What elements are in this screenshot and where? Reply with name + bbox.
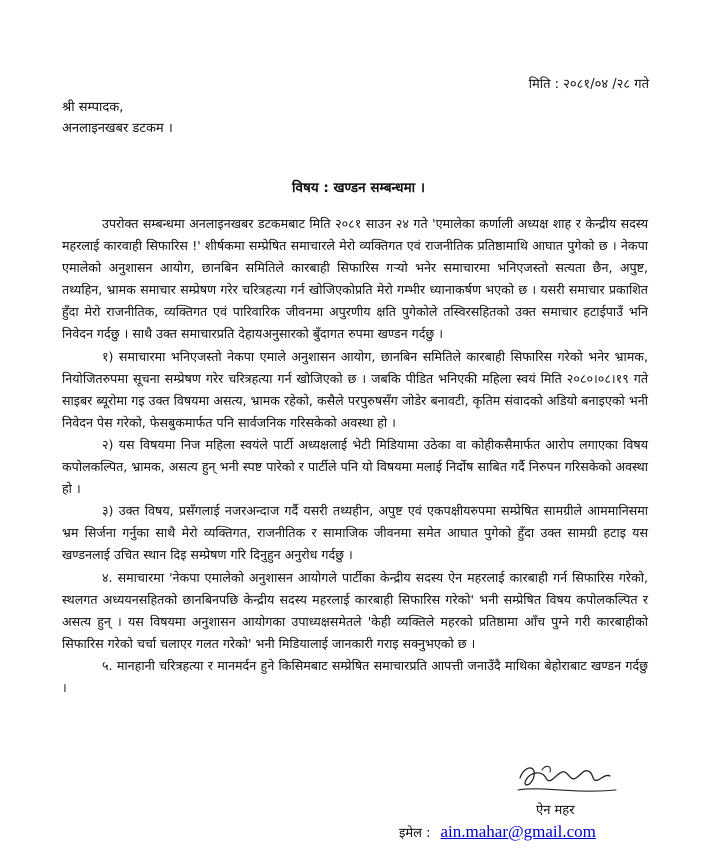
- point-paragraph-4: ४. समाचारमा 'नेकपा एमालेको अनुशासन आयोगले पार्टीका केन्द्रीय सदस्य ऐन महरलाई कारबाही गर्न सिफारिस गरेको, स्थलगत अध्ययनसहितको छानबिनपछि केन्द्रीय सदस्य महरलाई कारबाही सिफारिस गरेको' भनी सम्प्रेषित विषय कपोलकल्पित र असत्य हुन् । यस विषयमा अनुशासन आयोगका उपाध्यक्षसमेतले 'केही व्यक्तिले महरको प्रतिष्ठामा आँच पुग्ने गरी कारबाहीको सिफारिस गरेको चर्चा चलाएर गलत गरेको' भनी मिडियालाई जानकारी गराइ सक्नुभएको छ ।: [62, 569, 648, 651]
- email-link[interactable]: ain.mahar@gmail.com: [440, 822, 596, 841]
- point-paragraph-3: ३) उक्त विषय, प्रसँगलाई नजरअन्दाज गर्दै यसरी तथ्यहीन, अपुष्ट एवं एकपक्षीयरुपमा सम्प्रेषित सामग्रीले आममानिसमा भ्रम सिर्जना गर्नुका साथै मेरो व्यक्तिगत, राजनीतिक र सामाजिक जीवनमा समेत आघात पुगेको हुँदा उक्त सामग्री हटाइ यस खण्डनलाई उचित स्थान दिइ सम्प्रेषण गरि दिनुहुन अनुरोध गर्दछु ।: [62, 503, 648, 563]
- letter-body: [62, 213, 648, 699]
- point-paragraph-5: ५. मानहानी चरित्रहत्या र मानमर्दन हुने किसिमबाट सम्प्रेषित समाचारप्रति आपत्ती जनाउँदै माथिका बेहोराबाट खण्डन गर्दछु ।: [62, 657, 648, 695]
- point-paragraph-2: २) यस विषयमा निज महिला स्वयंले पार्टी अध्यक्षलाई भेटी मिडियामा उठेका वा कोहीकसैमार्फत आरोप लगाएका विषय कपोलकल्पित, भ्रामक, असत्य हुन् भनी स्पष्ट पारेको र पार्टीले पनि यो विषयमा मलाई निर्दोष साबित गर्दै निरुपन गरिसकेको अवस्था हो ।: [62, 436, 648, 497]
- point-paragraph-1: १) समाचारमा भनिएजस्तो नेकपा एमाले अनुशासन आयोग, छानबिन समितिले कारबाही सिफारिस गरेको भनेर भ्रामक, नियोजितरुपमा सूचना सम्प्रेषण गरेर चरित्रहत्या गर्न खोजिएको छ । जबकि पीडित भनिएकी महिला स्वयं मिति २०८०।०८।१९ गते साइबर ब्यूरोमा गइ उक्त विषयमा असत्य, भ्रामक रहेको, कसैले परपुरुषसँग जोडेर बनावटी, कृतिम संवादको अडियो बनाइएको भनी निवेदन पेस गरेको, फेसबुकमार्फत पनि सार्वजनिक गरिसकेको अवस्था हो ।: [62, 348, 648, 430]
- handwritten-signature: [512, 760, 622, 800]
- subject-line: विषय : खण्डन सम्बन्धमा ।: [292, 180, 425, 196]
- recipient-title: श्री सम्पादक,: [62, 100, 124, 115]
- email-label: इमेल :: [399, 826, 431, 841]
- email-row: [399, 822, 596, 842]
- signer-name: ऐन महर: [536, 803, 575, 818]
- intro-paragraph: उपरोक्त सम्बन्धमा अनलाइनखबर डटकमबाट मिति २०८१ साउन २४ गते 'एमालेका कर्णाली अध्यक्ष शाह र केन्द्रीय सदस्य महरलाई कारवाही सिफारिस !' शीर्षकमा सम्प्रेषित समाचारले मेरो व्यक्तिगत एवं राजनीतिक प्रतिष्ठामाथि आघात पुगेको छ । नेकपा एमालेको अनुशासन आयोग, छानबिन समितिले कारबाही सिफारिस गऱ्यो भनेर समाचारमा भनिएजस्तो सत्यता छैन, अपुष्ट, तथ्यहिन, भ्रामक समाचार सम्प्रेषण गरेर चरित्रहत्या गर्न खोजिएकोप्रति मेरो गम्भीर ध्यानाकर्षण भएको छ । यसरी समाचार प्रकाशित हुँदा मेरो राजनीतिक, व्यक्तिगत एवं पारिवारिक जीवनमा अपुरणीय क्षति पुगेकोले तस्विरसहितको उक्त समाचार हटाईपाउँ भनि निवेदन गर्दछु । साथै उक्त समाचारप्रति देहायअनुसारको बुँदागत रुपमा खण्डन गर्दछु ।: [62, 216, 648, 342]
- date-line: मिति : २०८१/०४ /२८ गते: [528, 77, 649, 92]
- recipient-organization: अनलाइनखबर डटकम ।: [62, 121, 173, 136]
- recipient-block: [62, 97, 173, 139]
